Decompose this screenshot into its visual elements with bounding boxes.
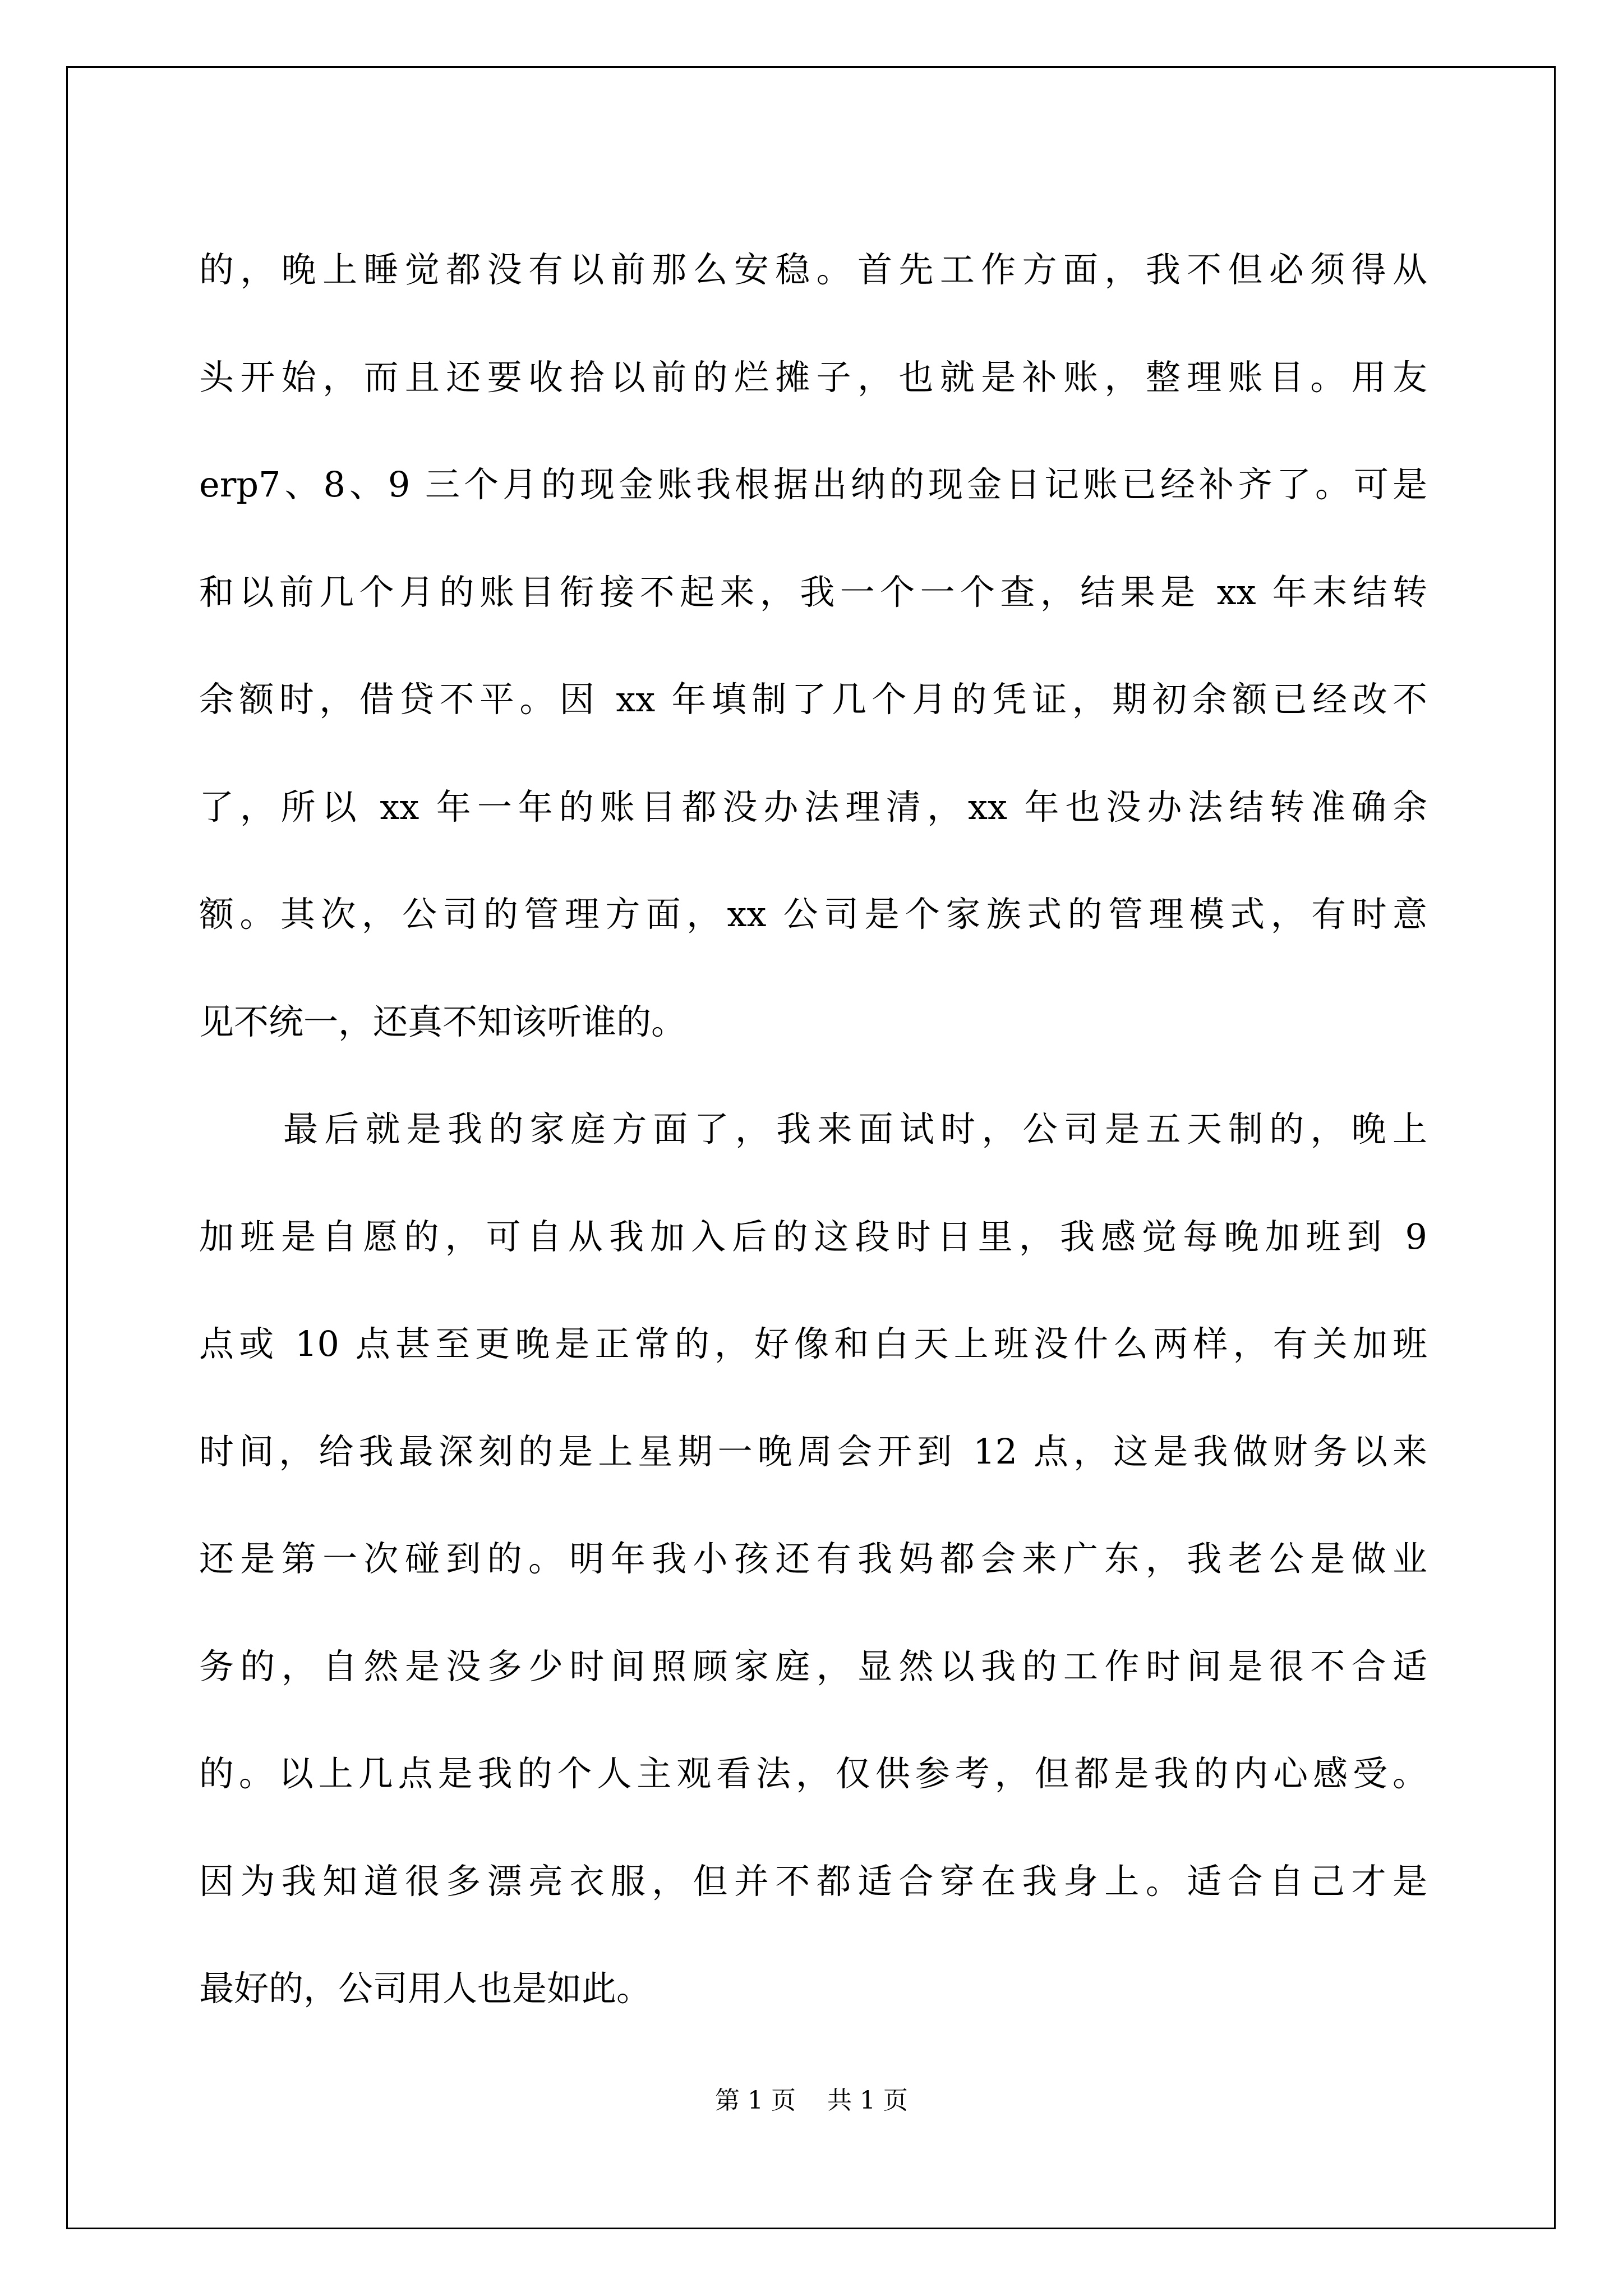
page-number-footer: 第 1 页 共 1 页 <box>715 2086 908 2115</box>
paragraph-line: 的，晚上睡觉都没有以前那么安稳。首先工作方面，我不但必须得从 <box>199 249 1427 290</box>
paragraph-line: 了，所以 xx 年一年的账目都没办法理清，xx 年也没办法结转准确余 <box>199 786 1427 827</box>
paragraph-2 <box>199 1075 1427 2042</box>
paragraph-line: 时间，给我最深刻的是上星期一晚周会开到 12 点，这是我做财务以来 <box>199 1430 1427 1472</box>
paragraph-line: 最好的，公司用人也是如此。 <box>199 1968 652 2009</box>
paragraph-line: 余额时，借贷不平。因 xx 年填制了几个月的凭证，期初余额已经改不 <box>199 679 1427 720</box>
document-body <box>199 216 1427 2042</box>
paragraph-line: 务的，自然是没多少时间照顾家庭，显然以我的工作时间是很不合适 <box>199 1645 1427 1687</box>
paragraph-line: 还是第一次碰到的。明年我小孩还有我妈都会来广东，我老公是做业 <box>199 1538 1427 1579</box>
paragraph-line: 见不统一，还真不知该听谁的。 <box>199 1001 686 1042</box>
paragraph-line: 头开始，而且还要收拾以前的烂摊子，也就是补账，整理账目。用友 <box>199 356 1427 398</box>
paragraph-line: 最后就是我的家庭方面了，我来面试时，公司是五天制的，晚上 <box>283 1108 1427 1149</box>
paragraph-line: 额。其次，公司的管理方面，xx 公司是个家族式的管理模式，有时意 <box>199 894 1427 935</box>
paragraph-line: 因为我知道很多漂亮衣服，但并不都适合穿在我身上。适合自己才是 <box>199 1860 1427 1902</box>
paragraph-line: 加班是自愿的，可自从我加入后的这段时日里，我感觉每晚加班到 9 <box>199 1216 1427 1257</box>
paragraph-line: erp7、8、9 三个月的现金账我根据出纳的现金日记账已经补齐了。可是 <box>199 464 1427 505</box>
paragraph-1 <box>199 216 1427 1075</box>
paragraph-line: 的。以上几点是我的个人主观看法，仅供参考，但都是我的内心感受。 <box>199 1753 1427 1794</box>
paragraph-line: 点或 10 点甚至更晚是正常的，好像和白天上班没什么两样，有关加班 <box>199 1323 1427 1364</box>
paragraph-line: 和以前几个月的账目衔接不起来，我一个一个查，结果是 xx 年末结转 <box>199 571 1427 613</box>
